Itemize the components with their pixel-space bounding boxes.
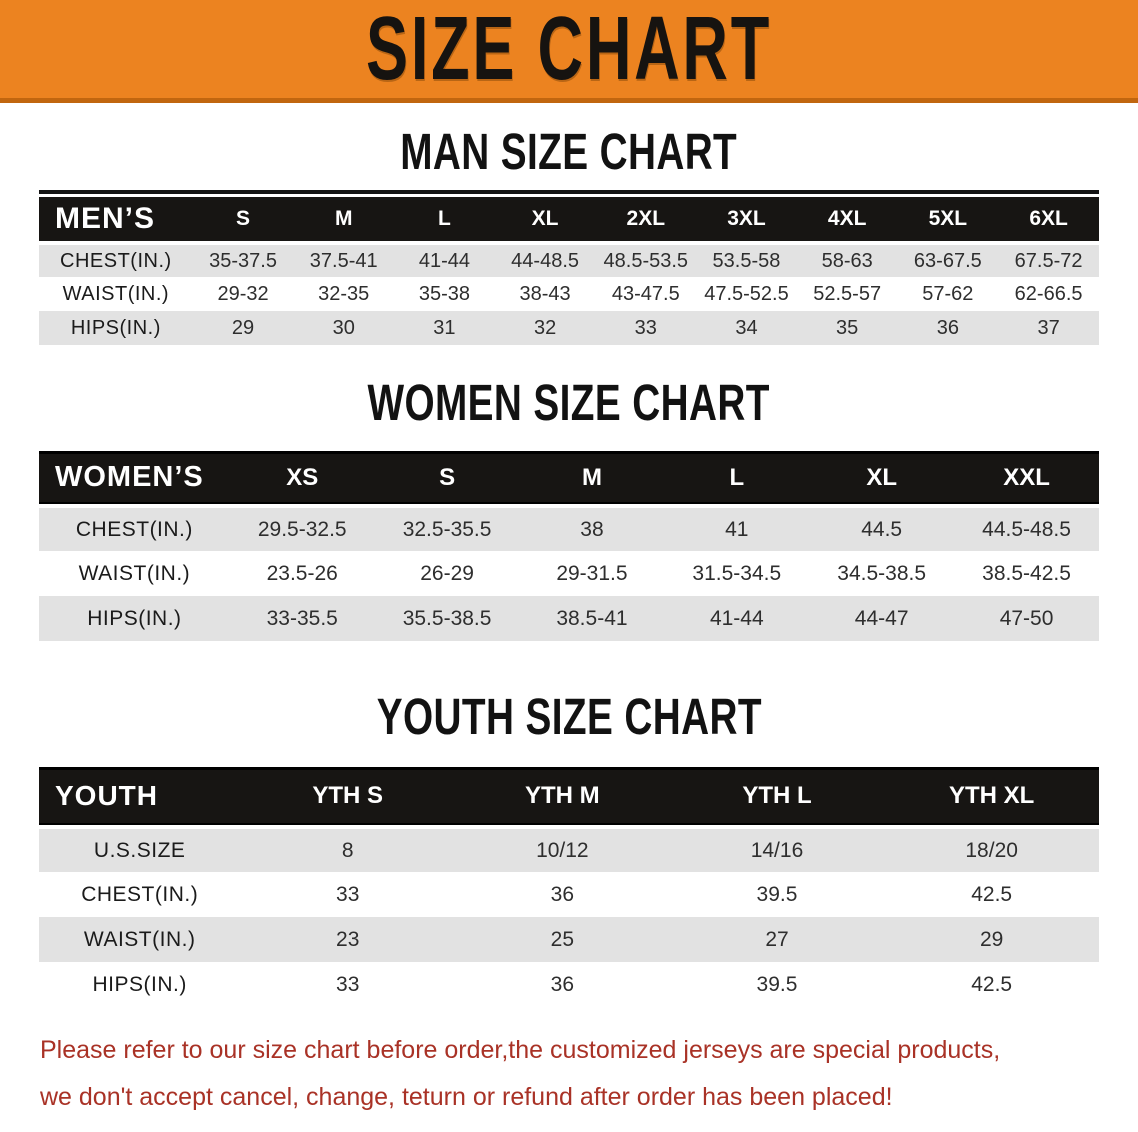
table-cell: 42.5 [971, 882, 1013, 906]
youth-size-chart-section [0, 688, 1138, 1007]
youth-ussize-row [39, 827, 1099, 872]
table-cell: 33-35.5 [266, 606, 338, 630]
men-column-header: 3XL [696, 197, 797, 243]
table-cell: 29-32 [217, 282, 269, 305]
table-cell: 29.5-32.5 [257, 517, 347, 541]
men-waist-row [39, 277, 1099, 311]
table-cell: 42.5 [971, 972, 1013, 996]
men-column-header: XL [495, 197, 596, 243]
table-cell: 29 [979, 927, 1004, 951]
women-column-header: XL [809, 451, 954, 506]
youth-header-row [39, 767, 1099, 827]
disclaimer [40, 1027, 1100, 1121]
table-cell: 18/20 [965, 838, 1018, 862]
youth-column-header: YTH XL [884, 767, 1099, 827]
youth-waist-row [39, 917, 1099, 962]
women-section-title [0, 374, 1138, 431]
table-cell: 38-43 [519, 282, 571, 305]
table-cell: 34.5-38.5 [837, 561, 927, 585]
table-cell: 10/12 [536, 838, 589, 862]
table-cell: 37.5-41 [309, 249, 378, 272]
men-section-title [0, 123, 1138, 180]
disclaimer-line-2: we don't accept cancel, change, teturn or refund after order has been placed! [40, 1083, 893, 1111]
table-cell: 8 [341, 838, 354, 862]
table-cell: 57-62 [922, 282, 974, 305]
table-cell: 52.5-57 [813, 282, 882, 305]
table-cell: 38.5-42.5 [982, 561, 1071, 585]
table-cell: 48.5-53.5 [603, 249, 689, 272]
women-column-header: M [520, 451, 665, 506]
table-cell: 34 [735, 316, 758, 339]
table-cell: 43-47.5 [611, 282, 680, 305]
women-header-row [39, 451, 1099, 506]
table-cell: 44.5 [861, 517, 903, 541]
table-cell: 29 [231, 316, 255, 339]
row-label: HIPS(IN.) [70, 316, 161, 339]
women-section-title-text: WOMEN SIZE CHART [367, 374, 771, 431]
table-cell: 63-67.5 [913, 249, 982, 272]
table-cell: 44-48.5 [511, 249, 580, 272]
women-hips-row [39, 596, 1099, 641]
row-label: HIPS(IN.) [92, 972, 187, 996]
youth-column-header: YTH S [240, 767, 455, 827]
men-column-header: 4XL [797, 197, 898, 243]
youth-chest-row [39, 872, 1099, 917]
table-cell: 36 [550, 882, 575, 906]
women-column-header: XS [230, 451, 375, 506]
table-cell: 32.5-35.5 [402, 517, 492, 541]
table-cell: 23 [336, 927, 360, 951]
table-cell: 38 [580, 517, 604, 541]
table-cell: 44-47 [854, 606, 909, 630]
table-cell: 25 [550, 927, 575, 951]
men-chest-row [39, 243, 1099, 277]
youth-hips-row [39, 962, 1099, 1007]
women-size-table [39, 451, 1099, 641]
table-cell: 62-66.5 [1014, 282, 1083, 305]
table-cell: 26-29 [420, 561, 474, 585]
table-cell: 33 [634, 316, 657, 339]
table-cell: 41-44 [418, 249, 470, 272]
table-cell: 36 [936, 316, 959, 339]
table-cell: 41 [725, 517, 749, 541]
men-table-top-rule [39, 190, 1099, 194]
row-label: CHEST(IN.) [60, 249, 172, 272]
women-group-label: WOMEN’S [39, 451, 230, 506]
men-size-table [39, 197, 1099, 345]
row-label: WAIST(IN.) [78, 561, 191, 585]
row-label: U.S.SIZE [93, 838, 186, 862]
table-cell: 14/16 [750, 838, 804, 862]
women-size-chart-section [0, 374, 1138, 641]
women-waist-row [39, 551, 1099, 596]
table-cell: 39.5 [756, 972, 798, 996]
women-chest-row [39, 506, 1099, 551]
table-cell: 58-63 [821, 249, 873, 272]
row-label: WAIST(IN.) [62, 282, 170, 305]
men-column-header: S [193, 197, 294, 243]
table-cell: 38.5-41 [556, 606, 628, 630]
women-column-header: S [375, 451, 520, 506]
youth-section-title [0, 688, 1138, 745]
row-label: CHEST(IN.) [81, 882, 199, 906]
women-column-header: L [664, 451, 809, 506]
row-label: CHEST(IN.) [75, 517, 193, 541]
disclaimer-line-1: Please refer to our size chart before order,the customized jerseys are special products, [40, 1036, 1001, 1064]
table-cell: 35.5-38.5 [402, 606, 492, 630]
men-group-label: MEN’S [39, 197, 193, 243]
table-cell: 32 [533, 316, 557, 339]
table-cell: 37 [1037, 316, 1060, 339]
banner-title: SIZE CHART [366, 0, 772, 99]
youth-column-header: YTH L [670, 767, 885, 827]
size-chart-banner [0, 0, 1138, 103]
table-cell: 27 [765, 927, 789, 951]
table-cell: 35-37.5 [209, 249, 277, 272]
youth-column-header: YTH M [455, 767, 670, 827]
row-label: HIPS(IN.) [87, 606, 182, 630]
table-cell: 44.5-48.5 [982, 517, 1071, 541]
table-cell: 35-38 [418, 282, 470, 305]
table-cell: 31.5-34.5 [692, 561, 782, 585]
youth-section-title-text: YOUTH SIZE CHART [376, 688, 762, 745]
men-size-chart-section [0, 123, 1138, 345]
table-cell: 67.5-72 [1014, 249, 1083, 272]
table-cell: 31 [433, 316, 456, 339]
table-cell: 47-50 [999, 606, 1054, 630]
women-column-header: XXL [954, 451, 1099, 506]
youth-group-label: YOUTH [39, 767, 240, 827]
table-cell: 47.5-52.5 [704, 282, 789, 305]
men-hips-row [39, 311, 1099, 345]
table-cell: 39.5 [756, 882, 798, 906]
row-label: WAIST(IN.) [83, 927, 196, 951]
men-column-header: L [394, 197, 495, 243]
table-cell: 32-35 [318, 282, 370, 305]
men-column-header: 6XL [998, 197, 1099, 243]
table-cell: 23.5-26 [266, 561, 338, 585]
men-column-header: M [293, 197, 394, 243]
men-column-header: 5XL [898, 197, 999, 243]
table-cell: 29-31.5 [556, 561, 628, 585]
youth-size-table [39, 767, 1099, 1007]
men-header-row [39, 197, 1099, 243]
men-section-title-text: MAN SIZE CHART [400, 123, 738, 180]
table-cell: 33 [336, 882, 360, 906]
table-cell: 35 [836, 316, 859, 339]
table-cell: 36 [550, 972, 575, 996]
table-cell: 33 [336, 972, 360, 996]
table-cell: 41-44 [709, 606, 764, 630]
table-cell: 30 [332, 316, 355, 339]
men-column-header: 2XL [595, 197, 696, 243]
table-cell: 53.5-58 [712, 249, 781, 272]
